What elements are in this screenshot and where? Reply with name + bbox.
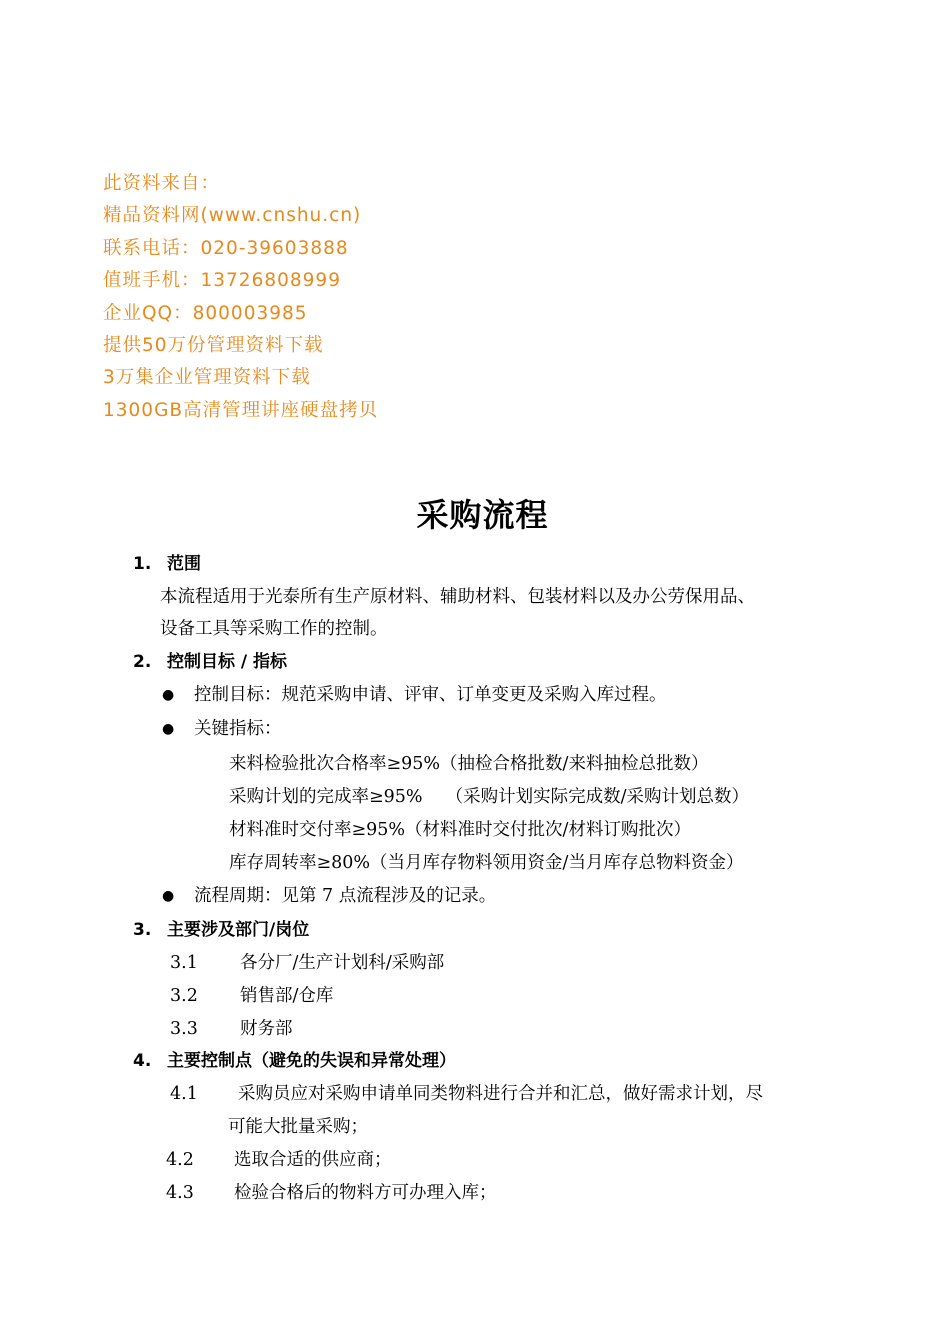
section-1-paragraph-line: 设备工具等采购工作的控制。 <box>160 619 388 639</box>
item-number: 3.3 <box>170 1019 198 1039</box>
section-number: 3. <box>133 920 152 940</box>
kpi-item: 材料准时交付率≥95%（材料准时交付批次/材料订购批次） <box>229 820 691 840</box>
section-1-paragraph-line: 本流程适用于光泰所有生产原材料、辅助材料、包装材料以及办公劳保用品、 <box>160 587 755 607</box>
list-item <box>170 1082 763 1106</box>
promo-line: 此资料来自： <box>103 173 221 194</box>
section-heading-text: 主要控制点（避免的失误和异常处理） <box>167 1051 456 1071</box>
document-title: 采购流程 <box>416 496 549 534</box>
promo-line: 精品资料网(www.cnshu.cn) <box>103 205 362 227</box>
item-text-continuation: 可能大批量采购； <box>228 1117 368 1137</box>
section-number: 1. <box>133 554 152 574</box>
section-4-heading <box>133 1049 456 1073</box>
item-number: 4.1 <box>170 1084 198 1104</box>
list-item <box>166 1181 497 1205</box>
list-item <box>170 951 444 975</box>
promo-line: 3万集企业管理资料下载 <box>103 367 311 389</box>
section-heading-text: 控制目标 / 指标 <box>167 652 288 672</box>
bullet-icon: ● <box>162 721 175 737</box>
bullet-item: 关键指标： <box>194 719 282 739</box>
item-number: 3.1 <box>170 953 198 973</box>
kpi-item: 库存周转率≥80%（当月库存物料领用资金/当月库存总物料资金） <box>229 853 744 873</box>
item-text: 检验合格后的物料方可办理入库； <box>234 1183 497 1203</box>
promo-line: 企业QQ：800003985 <box>103 302 308 324</box>
item-text: 销售部/仓库 <box>240 986 334 1006</box>
item-text: 选取合适的供应商； <box>234 1150 392 1170</box>
section-heading-text: 主要涉及部门/岗位 <box>167 920 310 940</box>
section-2-heading <box>133 650 287 674</box>
item-text: 各分厂/生产计划科/采购部 <box>240 953 445 973</box>
promo-line: 1300GB高清管理讲座硬盘拷贝 <box>103 399 379 421</box>
kpi-item: 来料检验批次合格率≥95%（抽检合格批数/来料抽检总批数） <box>229 754 709 774</box>
bullet-icon: ● <box>162 888 175 904</box>
item-text: 财务部 <box>240 1019 293 1039</box>
promo-line: 联系电话：020-39603888 <box>103 237 349 259</box>
bullet-item: 流程周期：见第 7 点流程涉及的记录。 <box>194 886 497 906</box>
promo-line: 值班手机：13726808999 <box>103 270 341 292</box>
section-number: 4. <box>133 1051 152 1071</box>
item-number: 3.2 <box>170 986 198 1006</box>
promo-line: 提供50万份管理资料下载 <box>103 334 324 356</box>
section-3-heading <box>133 918 309 942</box>
bullet-icon: ● <box>162 687 175 703</box>
list-item <box>170 1017 293 1041</box>
section-heading-text: 范围 <box>167 554 201 574</box>
item-text: 采购员应对采购申请单同类物料进行合并和汇总，做好需求计划，尽 <box>238 1084 763 1104</box>
section-1-heading <box>133 552 201 576</box>
item-number: 4.3 <box>166 1183 194 1203</box>
list-item <box>170 984 333 1008</box>
list-item <box>166 1148 392 1172</box>
promo-block <box>103 168 378 427</box>
bullet-item: 控制目标：规范采购申请、评审、订单变更及采购入库过程。 <box>194 685 667 705</box>
kpi-item: 采购计划的完成率≥95% （采购计划实际完成数/采购计划总数） <box>229 787 750 807</box>
item-number: 4.2 <box>166 1150 194 1170</box>
section-number: 2. <box>133 652 152 672</box>
